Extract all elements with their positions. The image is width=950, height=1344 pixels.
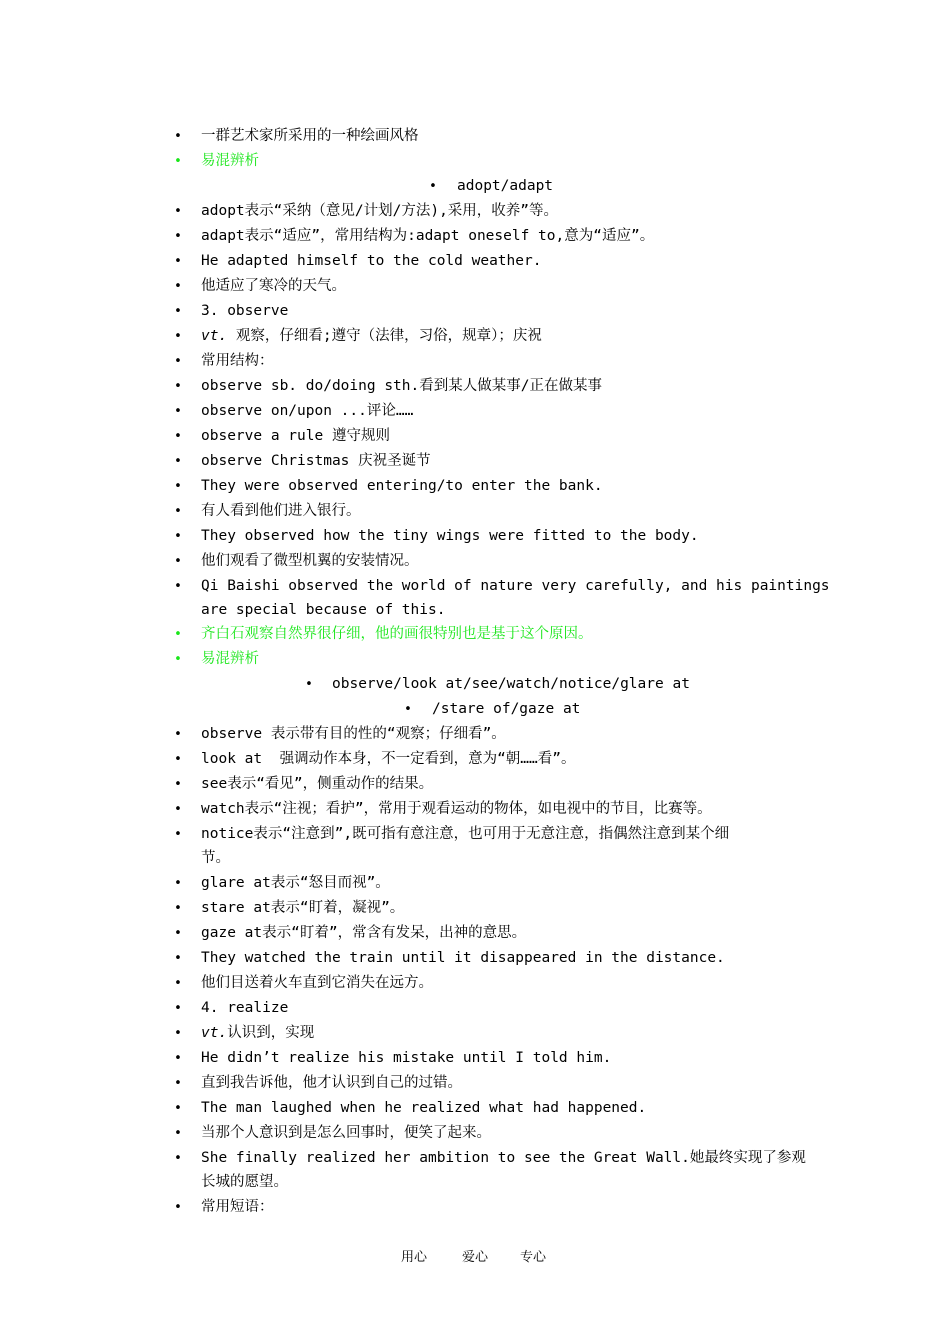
list-item-text: 常用短语： <box>201 1199 274 1215</box>
list-item-text: 他们目送着火车直到它消失在远方。 <box>201 975 433 991</box>
part-of-speech: vt. <box>201 328 228 344</box>
list-item-text: are special because of this. <box>201 602 446 618</box>
list-item <box>0 324 950 349</box>
bullet: • <box>174 129 182 144</box>
bullet: • <box>174 454 182 469</box>
list-item <box>0 299 950 324</box>
bullet: • <box>174 429 182 444</box>
list-item <box>0 996 950 1021</box>
list-item <box>0 921 950 946</box>
centered-list-item <box>0 697 950 722</box>
list-item-text: /stare of/gaze at <box>432 701 581 717</box>
bullet: • <box>174 1051 182 1066</box>
list-item <box>0 1121 950 1146</box>
bullet: • <box>174 627 182 642</box>
list-item-text: 当那个人意识到是怎么回事时，便笑了起来。 <box>201 1125 491 1141</box>
list-item <box>0 1021 950 1046</box>
page-footer <box>0 1247 950 1269</box>
bullet: • <box>429 179 437 194</box>
bullet: • <box>174 1026 182 1041</box>
list-item <box>0 474 950 499</box>
list-item-text: gaze at表示“盯着”，常含有发呆，出神的意思。 <box>201 925 527 941</box>
list-item-text: glare at表示“怒目而视”。 <box>201 875 390 891</box>
bullet: • <box>174 1101 182 1116</box>
section-heading-confusables <box>0 149 950 174</box>
bullet: • <box>174 652 182 667</box>
bullet: • <box>174 1126 182 1141</box>
list-item-text: He didn’t realize his mistake until I told him. <box>201 1050 612 1066</box>
list-item-text: 他们观看了微型机翼的安装情况。 <box>201 553 419 569</box>
list-item <box>0 249 950 274</box>
list-item-text: He adapted himself to the cold weather. <box>201 253 542 269</box>
section-heading-text: 易混辨析 <box>201 153 259 169</box>
list-item-text: 直到我告诉他，他才认识到自己的过错。 <box>201 1075 462 1091</box>
list-item-text: They observed how the tiny wings were fitted to the body. <box>201 528 699 544</box>
bullet: • <box>305 677 313 692</box>
footer-word: 用心 <box>401 1250 428 1265</box>
list-item <box>0 1071 950 1096</box>
list-item <box>0 896 950 921</box>
bullet: • <box>174 976 182 991</box>
list-item-text: adapt表示“适应”，常用结构为:adapt oneself to,意为“适应”。 <box>201 228 655 244</box>
list-item <box>0 946 950 971</box>
bullet: • <box>174 304 182 319</box>
list-item <box>0 424 950 449</box>
list-item-text: 常用结构： <box>201 353 274 369</box>
bullet: • <box>174 329 182 344</box>
list-item-continuation <box>0 598 950 623</box>
list-item <box>0 722 950 747</box>
bullet: • <box>404 702 412 717</box>
list-item <box>0 772 950 797</box>
list-item-text <box>201 1021 314 1046</box>
list-item-continuation <box>0 846 950 871</box>
bullet: • <box>174 1200 182 1215</box>
list-item-text: 长城的愿望。 <box>201 1174 288 1190</box>
list-item-text: observe/look at/see/watch/notice/glare at <box>332 676 690 692</box>
part-of-speech: vt. <box>201 1025 228 1041</box>
bullet: • <box>174 404 182 419</box>
list-item-text: They watched the train until it disappeared in the distance. <box>201 950 725 966</box>
centered-list-item <box>0 672 950 697</box>
list-item <box>0 224 950 249</box>
list-item <box>0 374 950 399</box>
bullet: • <box>174 951 182 966</box>
bullet: • <box>174 1151 182 1166</box>
list-item <box>0 499 950 524</box>
centered-list-item <box>0 174 950 199</box>
list-item <box>0 524 950 549</box>
list-item-text: 4. realize <box>201 1000 289 1016</box>
list-item-text: observe on/upon ...评论…… <box>201 403 414 419</box>
list-item-text: stare at表示“盯着，凝视”。 <box>201 900 405 916</box>
list-item-text: look at 强调动作本身，不一定看到，意为“朝……看”。 <box>201 751 576 767</box>
list-item <box>0 622 950 647</box>
bullet: • <box>174 777 182 792</box>
bullet: • <box>174 379 182 394</box>
list-item-text: Qi Baishi observed the world of nature very carefully, and his paintings <box>201 578 830 594</box>
bullet: • <box>174 827 182 842</box>
list-item <box>0 971 950 996</box>
list-item-text: adopt表示“采纳（意见/计划/方法),采用，收养”等。 <box>201 203 559 219</box>
footer-word: 爱心 <box>462 1250 489 1265</box>
definition: 观察，仔细看;遵守（法律，习俗，规章）；庆祝 <box>227 328 542 344</box>
bullet: • <box>174 504 182 519</box>
list-item-text: watch表示“注视；看护”，常用于观看运动的物体，如电视中的节目，比赛等。 <box>201 801 712 817</box>
list-item <box>0 399 950 424</box>
list-item-text: 齐白石观察自然界很仔细，他的画很特别也是基于这个原因。 <box>201 626 593 642</box>
bullet: • <box>174 554 182 569</box>
bullet: • <box>174 229 182 244</box>
section-heading-text: 易混辨析 <box>201 651 259 667</box>
bullet: • <box>174 752 182 767</box>
bullet: • <box>174 279 182 294</box>
list-item-text: observe sb. do/doing sth.看到某人做某事/正在做某事 <box>201 378 602 394</box>
list-item-text: observe a rule 遵守规则 <box>201 428 390 444</box>
list-item <box>0 449 950 474</box>
list-item <box>0 1046 950 1071</box>
list-item <box>0 549 950 574</box>
list-item-text: adopt/adapt <box>457 178 554 194</box>
list-item <box>0 349 950 374</box>
bullet: • <box>174 204 182 219</box>
list-item-text <box>201 324 542 349</box>
list-item <box>0 747 950 772</box>
list-item <box>0 1096 950 1121</box>
list-item-text: observe Christmas 庆祝圣诞节 <box>201 453 431 469</box>
bullet: • <box>174 354 182 369</box>
bullet: • <box>174 154 182 169</box>
list-item <box>0 1195 950 1220</box>
section-heading-confusables <box>0 647 950 672</box>
bullet: • <box>174 579 182 594</box>
bullet: • <box>174 901 182 916</box>
list-item-text: 节。 <box>201 850 230 866</box>
list-item <box>0 822 950 847</box>
bullet: • <box>174 479 182 494</box>
list-item <box>0 871 950 896</box>
bullet: • <box>174 1076 182 1091</box>
list-item-text: 有人看到他们进入银行。 <box>201 503 361 519</box>
list-item-text: The man laughed when he realized what had happened. <box>201 1100 647 1116</box>
bullet: • <box>174 802 182 817</box>
list-item <box>0 797 950 822</box>
list-item-text: She finally realized her ambition to see the Great Wall.她最终实现了参观 <box>201 1150 806 1166</box>
bullet: • <box>174 926 182 941</box>
bullet: • <box>174 876 182 891</box>
list-item <box>0 274 950 299</box>
list-item-continuation <box>0 1170 950 1195</box>
bullet: • <box>174 254 182 269</box>
list-item <box>0 124 950 149</box>
definition: 认识到，实现 <box>227 1025 315 1041</box>
list-item <box>0 199 950 224</box>
list-item-text: 一群艺术家所采用的一种绘画风格 <box>201 128 419 144</box>
list-item-text: see表示“看见”，侧重动作的结果。 <box>201 776 434 792</box>
list-item-text: They were observed entering/to enter the bank. <box>201 478 603 494</box>
footer-word: 专心 <box>520 1250 547 1265</box>
list-item <box>0 1146 950 1171</box>
bullet: • <box>174 1001 182 1016</box>
bullet: • <box>174 529 182 544</box>
list-item <box>0 574 950 599</box>
list-item-text: observe 表示带有目的性的“观察；仔细看”。 <box>201 726 506 742</box>
list-item-text: 3. observe <box>201 303 289 319</box>
list-item-text: 他适应了寒冷的天气。 <box>201 278 346 294</box>
list-item-text: notice表示“注意到”,既可指有意注意，也可用于无意注意，指偶然注意到某个细 <box>201 826 730 842</box>
bullet: • <box>174 727 182 742</box>
